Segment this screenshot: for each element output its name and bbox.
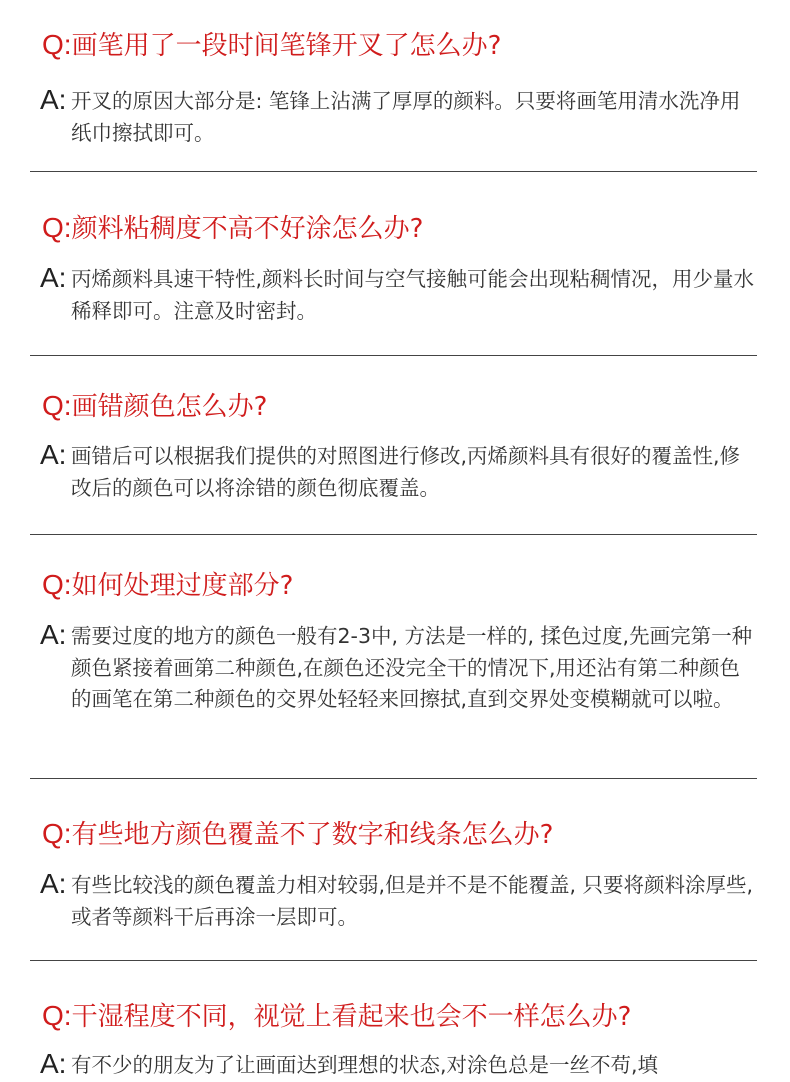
answer-text: 丙烯颜料具速干特性,颜料长时间与空气接触可能会出现粘稠情况，用少量水稀释即可。注意及时密封。	[71, 267, 755, 323]
faq-question	[42, 999, 631, 1034]
question-prefix: Q:	[42, 1000, 72, 1031]
faq-answer	[40, 1050, 760, 1082]
faq-answer	[40, 441, 760, 504]
faq-question	[42, 211, 423, 246]
answer-prefix: A:	[40, 1048, 67, 1079]
answer-prefix: A:	[40, 262, 67, 293]
answer-text: 需要过度的地方的颜色一般有2-3中, 方法是一样的, 揉色过度,先画完第一种颜色紧接着画第二种颜色,在颜色还没完全干的情况下,用还沾有第二种颜色的画笔在第二种颜色的交界处轻轻来回擦拭,直到交界处变模糊就可以啦。	[71, 624, 753, 711]
question-prefix: Q:	[42, 212, 72, 243]
answer-text: 开叉的原因大部分是: 笔锋上沾满了厚厚的颜料。只要将画笔用清水洗净用纸巾擦拭即可。	[71, 89, 741, 145]
divider	[30, 171, 757, 172]
faq-answer	[40, 264, 760, 327]
divider	[30, 355, 757, 356]
question-prefix: Q:	[42, 390, 72, 421]
answer-prefix: A:	[40, 619, 67, 650]
question-text: 画笔用了一段时间笔锋开叉了怎么办?	[71, 31, 502, 61]
answer-prefix: A:	[40, 439, 67, 470]
faq-answer	[40, 86, 760, 149]
answer-text: 画错后可以根据我们提供的对照图进行修改,丙烯颜料具有很好的覆盖性,修改后的颜色可以将涂错的颜色彻底覆盖。	[71, 444, 741, 500]
faq-answer	[40, 870, 760, 933]
question-text: 如何处理过度部分?	[71, 571, 294, 601]
divider	[30, 534, 757, 535]
divider	[30, 778, 757, 779]
question-prefix: Q:	[42, 29, 72, 60]
faq-answer	[40, 621, 760, 716]
faq-question	[42, 28, 501, 63]
question-text: 颜料粘稠度不高不好涂怎么办?	[71, 214, 424, 244]
question-text: 画错颜色怎么办?	[71, 392, 268, 422]
divider	[30, 960, 757, 961]
faq-question	[42, 389, 267, 424]
question-prefix: Q:	[42, 818, 72, 849]
question-text: 有些地方颜色覆盖不了数字和线条怎么办?	[71, 820, 554, 850]
answer-prefix: A:	[40, 84, 67, 115]
answer-text: 有些比较浅的颜色覆盖力相对较弱,但是并不是不能覆盖, 只要将颜料涂厚些,或者等颜料干后再涂一层即可。	[71, 873, 754, 929]
answer-prefix: A:	[40, 868, 67, 899]
faq-question	[42, 568, 293, 603]
question-prefix: Q:	[42, 569, 72, 600]
answer-text: 有不少的朋友为了让画面达到理想的状态,对涂色总是一丝不苟,填	[71, 1053, 659, 1077]
faq-question	[42, 817, 553, 852]
question-text: 干湿程度不同，视觉上看起来也会不一样怎么办?	[71, 1002, 632, 1032]
